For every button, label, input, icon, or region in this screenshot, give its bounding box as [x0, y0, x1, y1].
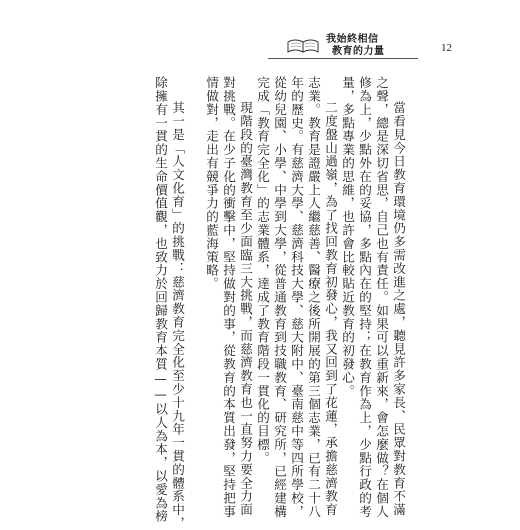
running-header [268, 28, 468, 62]
text-column: 當看見今日教育環境仍多需改進之處，聽見許多家長、民眾對教育不滿 [391, 101, 406, 517]
vertical-text-body [110, 76, 406, 530]
text-column: 之聲，總是深切省思，自己也有責任。如果可以重新來，會怎麼做？在個人 [374, 76, 389, 519]
text-column: 完成「教育完全化」的志業體系，達成了教育階段一貫化的目標。 [255, 76, 270, 465]
page-number: 12 [441, 42, 452, 54]
text-column: 年的歷史。有慈濟大學、慈濟科技大學、慈大附中、臺南慈中等四所學校， [289, 76, 304, 519]
text-column: 現階段的臺灣教育至少面臨三大挑戰，而慈濟教育也一直努力要全力面 [238, 101, 253, 517]
text-column: 其一是「人文化育」的挑戰：慈濟教育完全化至少十九年一貫的體系中， [170, 101, 185, 530]
text-column [186, 76, 202, 468]
header-subtitle: 教育的力量 [332, 46, 385, 57]
text-column: 從幼兒園、小學、中學到大學，從普通教育到技職教育、研究所，已經建構 [272, 76, 287, 519]
text-column: 對挑戰。在少子化的衝擊中，堅持做對的事，從教育的本質出發，堅持把事 [221, 76, 236, 519]
text-column: 二度盤山過嶺，為了找回教育初發心，我又回到了花蓮，承擔慈濟教育 [323, 101, 338, 517]
text-column: 除擁有一貫的生命價值觀，也致力於回歸教育本質——以人為本，以愛為榜 [153, 76, 168, 523]
text-column: 志業。教育是證嚴上人繼慈善、醫療之後所開展的第三個志業，已有二十八 [306, 76, 321, 519]
text-column: 情做對，走出有競爭力的藍海策略。 [204, 76, 219, 291]
header-title: 我始終相信 [326, 34, 379, 45]
header-divider [268, 58, 418, 59]
text-column: 修為上，少點外在的妥協，多點內在的堅持；在教育作為上，少點行政的考 [357, 76, 372, 519]
open-book-icon [286, 36, 320, 56]
text-column: 量，多點專業的思維，也許會比較貼近教育的初發心。 [340, 76, 355, 398]
